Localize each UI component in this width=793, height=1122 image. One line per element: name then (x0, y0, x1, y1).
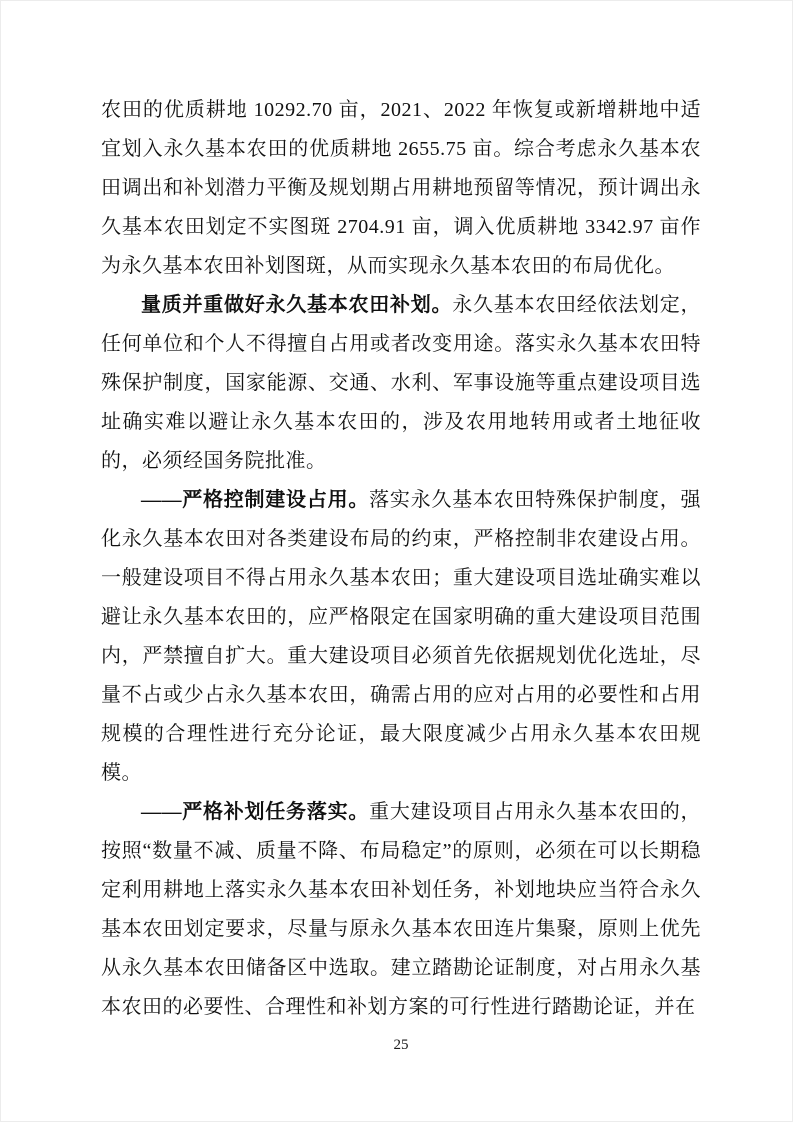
paragraph-replenishment-tasks (101, 793, 701, 1027)
paragraph-bold-lead: ——严格控制建设占用。 (141, 489, 370, 511)
paragraph-supplement-policy (101, 286, 701, 481)
paragraph-bold-lead: ——严格补划任务落实。 (141, 801, 370, 823)
paragraph-text: 落实永久基本农田特殊保护制度，强化永久基本农田对各类建设布局的约束，严格控制非农建设占用。一般建设项目不得占用永久基本农田；重大建设项目选址确实难以避让永久基本农田的，应严格限定在国家明确的重大建设项目范围内，严禁擅自扩大。重大建设项目必须首先依据规划优化选址，尽量不占或少占永久基本农田，确需占用的应对占用的必要性和占用规模的合理性进行充分论证，最大限度减少占用永久基本农田规模。 (101, 489, 702, 784)
paragraph-text: 农田的优质耕地 10292.70 亩，2021、2022 年恢复或新增耕地中适宜划入永久基本农田的优质耕地 2655.75 亩。综合考虑永久基本农田调出和补划潜力平衡及规划期占用耕地预留等情况，预计调出永久基本农田划定不实图斑 2704.91 亩，调入优质耕地 3342.97 亩作为永久基本农田补划图斑，从而实现永久基本农田的布局优化。 (101, 99, 701, 277)
paragraph-control-construction (101, 481, 701, 793)
paragraph-text: 永久基本农田经依法划定，任何单位和个人不得擅自占用或者改变用途。落实永久基本农田特殊保护制度，国家能源、交通、水利、军事设施等重点建设项目选址确实难以避让永久基本农田的，涉及农用地转用或者土地征收的，必须经国务院批准。 (101, 294, 701, 472)
page-number: 25 (393, 1037, 409, 1053)
document-body (101, 91, 701, 1027)
paragraph-bold-lead: 量质并重做好永久基本农田补划。 (141, 294, 453, 316)
paragraph-continuation (101, 91, 701, 286)
paragraph-text: 重大建设项目占用永久基本农田的，按照“数量不减、质量不降、布局稳定”的原则，必须在可以长期稳定利用耕地上落实永久基本农田补划任务，补划地块应当符合永久基本农田划定要求，尽量与原永久基本农田连片集聚，原则上优先从永久基本农田储备区中选取。建立踏勘论证制度，对占用永久基本农田的必要性、合理性和补划方案的可行性进行踏勘论证，并在 (101, 801, 702, 1018)
